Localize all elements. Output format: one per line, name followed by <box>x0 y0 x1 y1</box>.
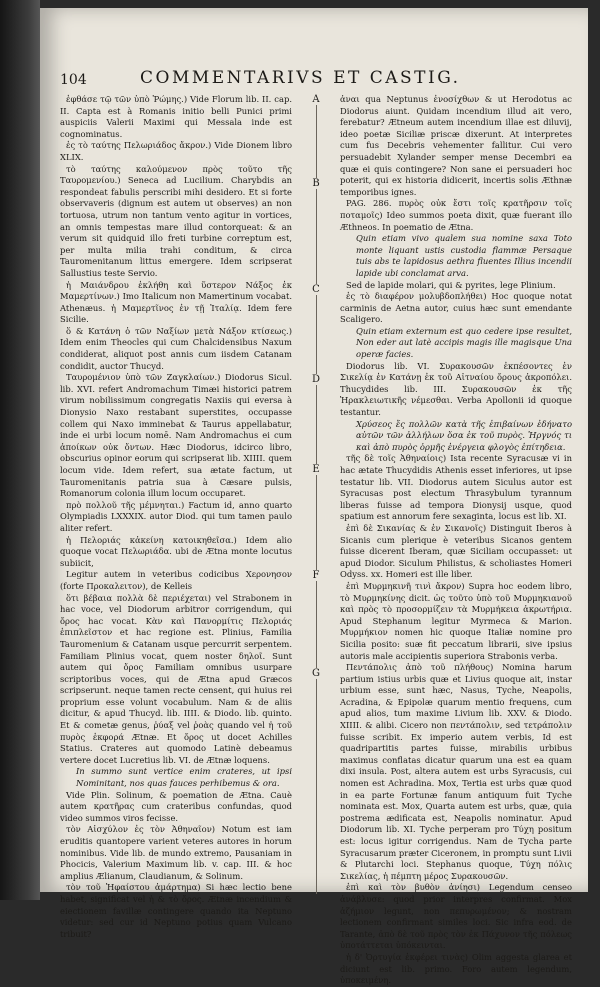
margin-letter-d: D <box>308 374 324 385</box>
right-paragraph: ἐπὶ δὲ Σικανίας & ἐν Σικανοῖς) Distinguit Iberos à Sicanis cum plerique è veteribus Sicanos gentem fuisse dicerent Iberam, quæ Siciliam occupasset: ut apud Diodor. Siculum Philistus, & scholiastes Homeri Odyss. xx. Homeri est ille liber. <box>340 522 572 580</box>
right-paragraph: ἐπὶ Μυρμηκινῆ τινὶ ἄκρον) Supra hoc eodem libro, τὸ Μυρμηκίνης dicit. ὡς τοῦτο ὑπὸ τοῦ Μυρμηκιανοῦ καὶ πρὸς τὸ προσορμίζειν τὰ Μυρμήκεια ἀκρωτήρια. Apud Stephanum legitur Myrmeca & Marion. Μυρμήκιον nomen hic quoque Italiæ nomine pro Sicilia posito: suæ fit peccatum librarii, sive ipsius autoris male accipientis superiora Strabonis verba. <box>340 580 572 661</box>
right-greek-verse: Χρύσεος ἔς πολλῶν κατὰ τῆς ἐπιβαίνων ἐδήνατο αὐτῶν τῶν ἀλλήλων ὅσα ἐκ τοῦ πυρὸς. Ἠργνός τι καὶ ἀπὸ πυρὸς ὁρμῆς ἐνέργεια φλογὸς ἐπίτηδεια. <box>356 418 572 452</box>
left-column <box>60 94 292 939</box>
page-number: 104 <box>60 72 87 88</box>
left-paragraph: ὅτι βέβαια πολλὰ δὲ περιέχεται) vel Strabonem in hac voce, vel Diodorum arbitror corrigendum, qui ὄρος hac vocat. Κὰν καὶ Πανορμίτις Πελοριάς ἐπιπλεῖστον et hac regione est. Plinius, Familia Tauromenium & Catanam usque percurrit serpentem. Familiam Plinius vocat, quem noster δηλοῖ. Sunt autem qui ὄρος Familiam omnibus usurpare scriptoribus voces, qui de Ætna apud Græcos scripserunt. neque tamen recte censent, qui huius rei proprium esse volunt vocabulum. Nam & de aliis dicitur, & apud Thucyd. lib. IIII. & Diodo. lib. quinto. Et & cometæ genus, ῥύαξ vel ῥοὰς quando vel ἡ τοῦ πυρὸς ἐκφορά Ætnæ. Et ὄρος ut docet Achilles Statius. Crateres aut quomodo Latinè debeamus vertere docet Lucretius lib. VI. de Ætnæ loquens. <box>60 592 292 765</box>
right-paragraph: τῆς δὲ τοῖς Ἀθηναίοις) Ista recente Syracusæ vi in hac ætate Thucydidis Athenis esset inferiores, ut ipse testatur lib. VII. Diodorus autem Siculus autor est Syracusas post electum Thrasybulum tyrannum liberas fuisse ad tempora Dionysij usque, quod spatium est annorum fere sexaginta, locus est lib. XI. <box>340 453 572 522</box>
margin-letter-b: B <box>308 178 324 189</box>
left-paragraph: ἐς τὸ ταύτης Πελωριάδος ἄκρον.) Vide Dionem libro XLIX. <box>60 140 292 162</box>
right-paragraph: ἡ δ' Ὀρτυγία ἐκφέρει τινὰς) Olim aggesta glarea et diciunt est lib. primo. Foro autem legendum, ὑποκειμένη. <box>340 951 572 986</box>
page-header <box>60 68 580 92</box>
right-verse: Quin etiam externum est quo cedere ipse resultet, Non eder aut latè accipis magis ille magisque Una operæ facies. <box>356 325 572 360</box>
margin-letter-a: A <box>308 94 324 105</box>
column-rule <box>316 94 317 894</box>
left-paragraph: τὸν Αἰσχύλον ἐς τὸν Ἀθηναῖον) Notum est iam eruditis quantopere varient veteres autores in horum nominibus. Vide lib. de mundo extremo, Pausaniam in Phocicis, Valerium Maximum lib. v. cap. III. & hoc amplius Ælianum, Claudianum, & Solinum. <box>60 824 292 881</box>
book-gutter <box>0 0 40 900</box>
margin-letter-f: F <box>308 570 324 581</box>
right-paragraph: ἐς τὸ διαφέρον μολυβδοπλήθει) Hoc quoque notat carminis de Aetna autor, cuius hæc sunt emendante Scaligero. <box>340 291 572 325</box>
right-verse: Quin etiam vivo qualem sua nomine saxa Toto monte liquant ustis custodia flammæ Persaque tuis abs te lapidosus aethra fluentes Illius incendii lapide ubi conclamat arva. <box>356 233 572 278</box>
running-title: COMMENTARIVS ET CASTIG. <box>140 68 461 88</box>
book-page <box>40 8 588 986</box>
left-verse: In summo sunt vertice enim crateres, ut ipsi Nominitant, nos quas fauces perhibemus & ora. <box>76 766 292 789</box>
left-paragraph: ἡ Πελοριάς κἀκείνη κατοικηθεῖσα.) Idem alio quoque vocat Πελωριάδα. ubi de Ætna monte locutus subiicit, <box>60 534 292 568</box>
margin-letter-e: E <box>308 464 324 475</box>
right-paragraph: ἀναι qua Neptunus ἐνοσίχθων & ut Herodotus ac Diodorus aiunt. Quidam incendium illud ait vero, ferebatur? Ætneum autem incendium illae est diluvij, ideo poetæ Siciliæ priscæ dixerunt. At interpretes cum fus Decebris vehementer fallitur. Cui vero persuadebit Xylander semper mense Decembri ea quæ ei quis contingere? Non sane ei persuaderi hoc poterit, qui ex historia didicerit, incertis solis Æthnæ temporibus ignes. <box>340 94 572 197</box>
left-paragraph: Legitur autem in veteribus codicibus Χερονησον (forte Προκαλειτον), de Kelleis <box>60 569 292 591</box>
left-paragraph: πρὸ πολλοῦ τῆς μέμνηται.) Factum id, anno quarto Olympiadis LXXXIX. autor Diod. qui tum tamen paulo aliter refert. <box>60 499 292 533</box>
left-paragraph: ὅ & Κατάνη ὁ τῶν Ναξίων μετὰ Νάξον κτίσεως.) Idem enim Theocles qui cum Chalcidensibus Naxum condiderat, aliquot post annis cum iisdem Catanam condidit, auctor Thucyd. <box>60 325 292 371</box>
left-paragraph: ἐφθάσε τῷ τῶν ὑπὸ Ῥώμης.) Vide Florum lib. II. cap. II. Capta est à Romanis initio belli Punici primi auspiciis Valerii Maximi qui Messala inde est cognominatus. <box>60 94 292 139</box>
margin-letter-g: G <box>308 668 324 679</box>
right-column <box>340 94 572 986</box>
right-paragraph: PAG. 286. πυρὸς οὐκ ἔστι τοῖς κρατῆρσιν τοῖς ποταμοῖς) Ideo summos poeta dixit, quæ fuerant illo Æthneos. In poematio de Ætna. <box>340 198 572 232</box>
right-paragraph: ἐπὶ καὶ τὸν βυθὸν ἀνίησι) Legendum censeo ἀνάβλυσε: quod prior interpres confirmat. Mox ἀζήμιον legunt, non πεπυρωμένον; & nostram lectionem confirmant similes loci. Sic infra eod. de Tarante, ἀπὸ δὲ τοῦ πρὸς τὸν ἐκ Πάχυνον τῆς πόλεως ὑποτάττεται ὑπόκεινται. <box>340 882 572 951</box>
left-paragraph: Vide Plin. Solinum, & poemation de Ætna. Cauè autem κρατῆρας cum crateribus confundas, quod video summos viros fecisse. <box>60 789 292 823</box>
margin-letters <box>302 94 332 894</box>
margin-letter-c: C <box>308 284 324 295</box>
left-paragraph: τὸν τοῦ Ἡφαίστου ἀμάρτημα) Si hæc lectio bene habet, significat vel ἡ & τὸ ὄρος. Ætnæ incendium & eiectionem favillæ contingere quando ita Neptuno videtur: sed cur id Neptuno potius quam Vulcano tribuit? <box>60 882 292 939</box>
left-paragraph: τὸ ταύτης καλούμενον πρὸς τοῦτο τῆς Ταυρομενίου.) Seneca ad Lucilium. Charybdis an respondeat fabulis perscribi mihi desidero. Et si forte observaveris (dignum est autem ut observes) an non tortuosa, utrum non tantum vento agitur in vortices, an omnis tempestas mare illud contorqueat: & an verum sit quidquid illo freti turbine correptum est, per multa milia trahi conditum, & circa Tauromenitanum littus emergere. Idem scripserat Sallustius teste Servio. <box>60 163 292 278</box>
right-paragraph: Diodorus lib. VI. Συρακουσῶν ἐκπέσοντες ἐν Σικελίᾳ ἐν Κατάνῃ ἐκ τοῦ Αἰτναίου ὄρους ἀκροπόλει. Thucydides lib. III. Συρακουσῶν ἐκ τῆς Ἡρακλειωτικῆς νέμεσθαι. Verba Apollonii id quoque testantur. <box>340 360 572 418</box>
right-paragraph: Πεντάπολις ἀπὸ τοῦ πλήθους) Nomina harum partium istius urbis quæ et Livius quoque ait, instar urbium esse, sunt hæc, Nasus, Tyche, Neapolis, Acradina, & Epipolæ quarum mentio frequens, cum apud alios, tum maxime Livium lib. XXV. & Diodo. XIIII. & alibi. Cicero non πεντάπολιν, sed τετράπολιν fuisse scribit. Ex imperio autem verbis, Id est quadripartitis partes fuisse, mirabilis urbibus maximus conflatas dicatur quarum una est ea quam dixi insula. Post, altera autem est urbs Syracusis, cui nomen est Achradina. Mox, Tertia est urbs quæ quod in ea parte Fortunæ fanum antiquum fuit Tyche nominata est. Mox, Quarta autem est urbs, quæ, quia postrema ædificata est, Neapolis nominatur. Apud Diodorum lib. XI. Tyche perperam pro Τύχη positum est: locus igitur corrigendus. Nam de Tycha parte Syracusarum præter Ciceronem, in promptu sunt Livii & Plutarchi loci. Stephanus quoque, Τύχη πόλις Σικελίας, ἡ πέμπτη μέρος Συρακουσῶν. <box>340 662 572 881</box>
left-paragraph: ἡ Μαιάνδρου ἐκλήθη καὶ ὕστερον Νάξος ἐκ Μαμερτίνων.) Imo Italicum non Mamertinum vocabat. Athenæus. ἡ Μαμερτῖνος ἐν τῇ Ἰταλίᾳ. Idem fere Sicilie. <box>60 279 292 325</box>
left-paragraph: Ταυρομένιον ὑπὸ τῶν Ζαγκλαίων.) Diodorus Sicul. lib. XVI. refert Andromachum Timæi historici patrem virum nobilissimum congregatis Naxiis qui eversa à Dionysio Naxo restabant superstites, occupasse collem qui Naxo imminebat & Taurus appellabatur, inde ei urbi locum nomē. Nam Andromachus ei cum ἀποίκων οὐκ ὄντων. Hæc Diodorus, idcirco libro, obscurius opinor eorum qui scripserat lib. XIIII. quem locum vide. Idem refert, sua ætate factum, ut Tauromenitanis patria sua à Cæsare pulsis, Romanorum colonia illum locum occuparet. <box>60 372 292 499</box>
right-paragraph: Sed de lapide molari, qui & pyrites, lege Plinium. <box>346 279 556 290</box>
